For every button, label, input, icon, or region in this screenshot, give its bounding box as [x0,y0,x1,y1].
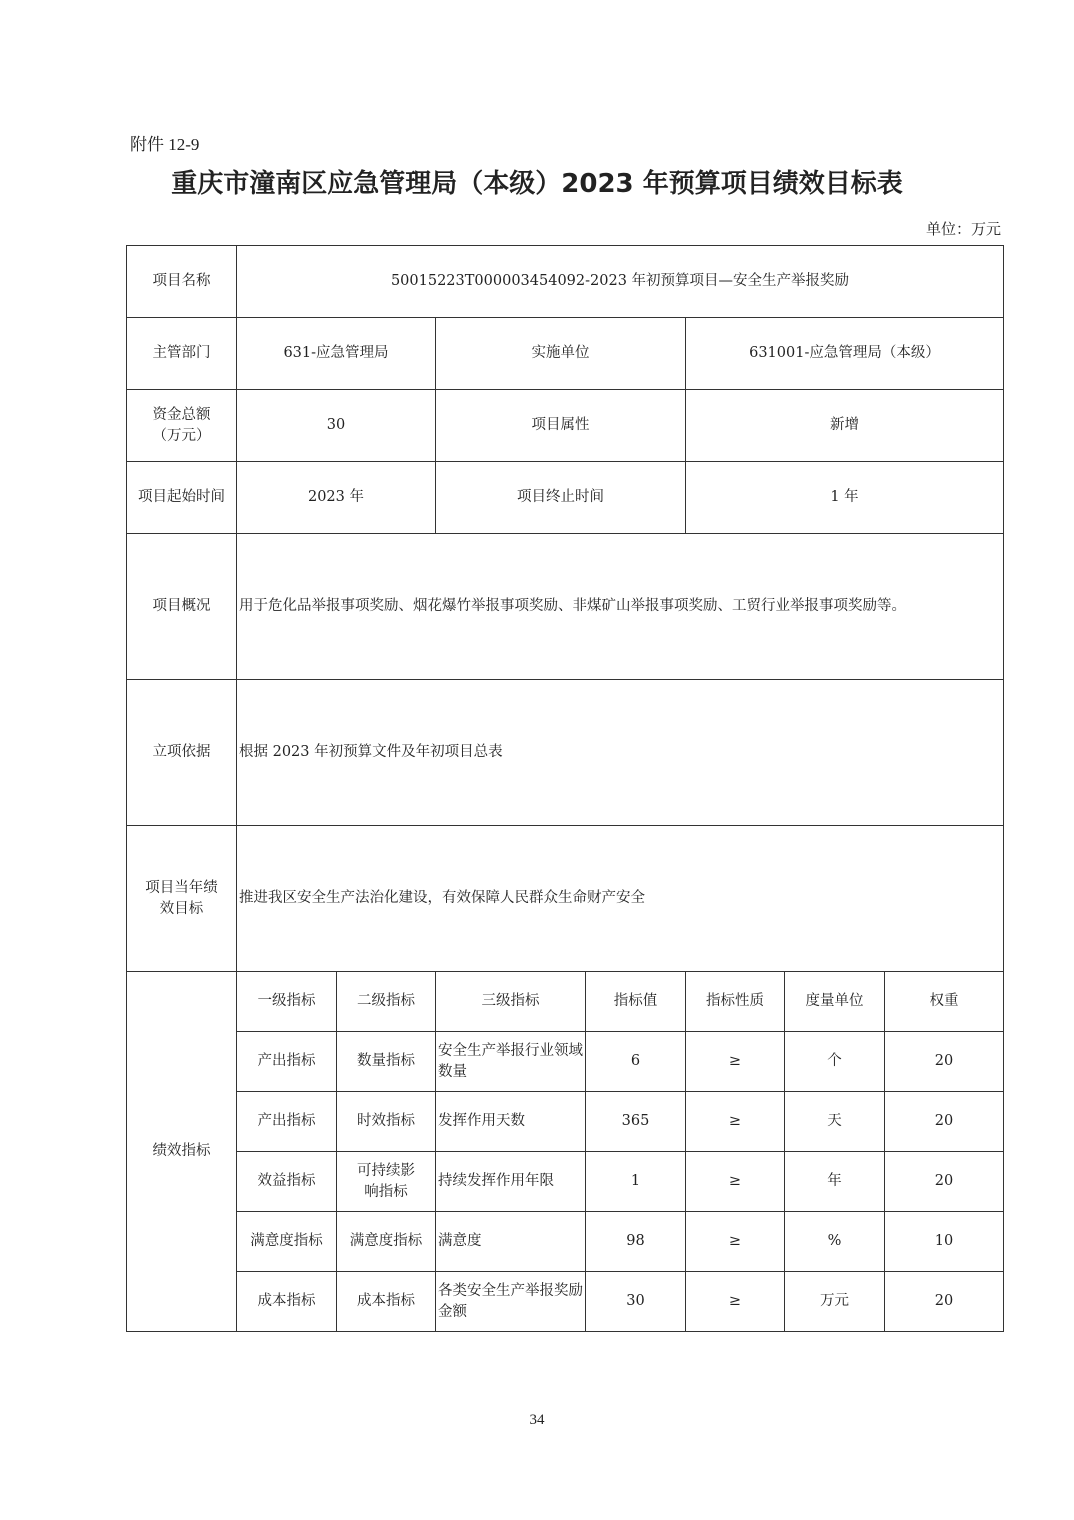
end-time-label: 项目终止时间 [436,462,686,534]
start-time-label: 项目起始时间 [127,462,237,534]
weight-cell: 20 [885,1272,1004,1332]
header-unit: 度量单位 [785,972,885,1032]
level1-cell: 效益指标 [237,1152,337,1212]
goal-value: 推进我区安全生产法治化建设，有效保障人民群众生命财产安全 [237,826,1004,972]
level3-cell: 发挥作用天数 [436,1092,586,1152]
document-title: 重庆市潼南区应急管理局（本级）2023 年预算项目绩效目标表 [171,169,903,199]
indicator-row [127,1032,1004,1092]
overview-label: 项目概况 [127,534,237,680]
attr-label: 项目属性 [436,390,686,462]
project-name-label: 项目名称 [127,246,237,318]
level2-cell: 可持续影响指标 [337,1152,436,1212]
row-time [127,462,1004,534]
level3-cell: 各类安全生产举报奖励金额 [436,1272,586,1332]
nature-cell: ≥ [686,1152,785,1212]
indicator-row [127,1092,1004,1152]
start-time-value: 2023 年 [237,462,436,534]
attachment-label: 附件 12-9 [130,135,200,154]
funds-value: 30 [237,390,436,462]
indicators-label: 绩效指标 [127,972,237,1332]
funds-label: 资金总额（万元） [127,390,237,462]
indicator-header-row [127,972,1004,1032]
basis-value: 根据 2023 年初预算文件及年初项目总表 [237,680,1004,826]
unit-cell: 年 [785,1152,885,1212]
level1-cell: 产出指标 [237,1032,337,1092]
nature-cell: ≥ [686,1212,785,1272]
indicator-row [127,1212,1004,1272]
dept-label: 主管部门 [127,318,237,390]
level3-cell: 安全生产举报行业领域数量 [436,1032,586,1092]
indicator-row [127,1152,1004,1212]
dept-value: 631-应急管理局 [237,318,436,390]
basis-label: 立项依据 [127,680,237,826]
unit-cell: 万元 [785,1272,885,1332]
weight-cell: 10 [885,1212,1004,1272]
row-overview [127,534,1004,680]
level1-cell: 成本指标 [237,1272,337,1332]
header-weight: 权重 [885,972,1004,1032]
goal-label: 项目当年绩效目标 [127,826,237,972]
level1-cell: 产出指标 [237,1092,337,1152]
row-goal [127,826,1004,972]
weight-cell: 20 [885,1152,1004,1212]
unit-cell: 天 [785,1092,885,1152]
indicator-row [127,1272,1004,1332]
nature-cell: ≥ [686,1032,785,1092]
value-cell: 1 [586,1152,686,1212]
row-basis [127,680,1004,826]
performance-target-table [126,245,1004,1332]
row-funds [127,390,1004,462]
level2-cell: 时效指标 [337,1092,436,1152]
nature-cell: ≥ [686,1092,785,1152]
row-department [127,318,1004,390]
weight-cell: 20 [885,1092,1004,1152]
overview-value: 用于危化品举报事项奖励、烟花爆竹举报事项奖励、非煤矿山举报事项奖励、工贸行业举报事项奖励等。 [237,534,1004,680]
weight-cell: 20 [885,1032,1004,1092]
value-cell: 98 [586,1212,686,1272]
unit-cell: 个 [785,1032,885,1092]
page-number: 34 [529,1412,545,1428]
header-nature: 指标性质 [686,972,785,1032]
value-cell: 30 [586,1272,686,1332]
impl-unit-value: 631001-应急管理局（本级） [686,318,1004,390]
unit-cell: % [785,1212,885,1272]
value-cell: 365 [586,1092,686,1152]
project-name-value: 50015223T000003454092-2023 年初预算项目—安全生产举报奖励 [237,246,1004,318]
header-level3: 三级指标 [436,972,586,1032]
nature-cell: ≥ [686,1272,785,1332]
level2-cell: 成本指标 [337,1272,436,1332]
row-project-name [127,246,1004,318]
level3-cell: 持续发挥作用年限 [436,1152,586,1212]
header-level1: 一级指标 [237,972,337,1032]
level2-cell: 满意度指标 [337,1212,436,1272]
attr-value: 新增 [686,390,1004,462]
impl-unit-label: 实施单位 [436,318,686,390]
level3-cell: 满意度 [436,1212,586,1272]
end-time-value: 1 年 [686,462,1004,534]
value-cell: 6 [586,1032,686,1092]
header-value: 指标值 [586,972,686,1032]
level1-cell: 满意度指标 [237,1212,337,1272]
level2-cell: 数量指标 [337,1032,436,1092]
unit-label: 单位：万元 [925,220,1001,238]
header-level2: 二级指标 [337,972,436,1032]
